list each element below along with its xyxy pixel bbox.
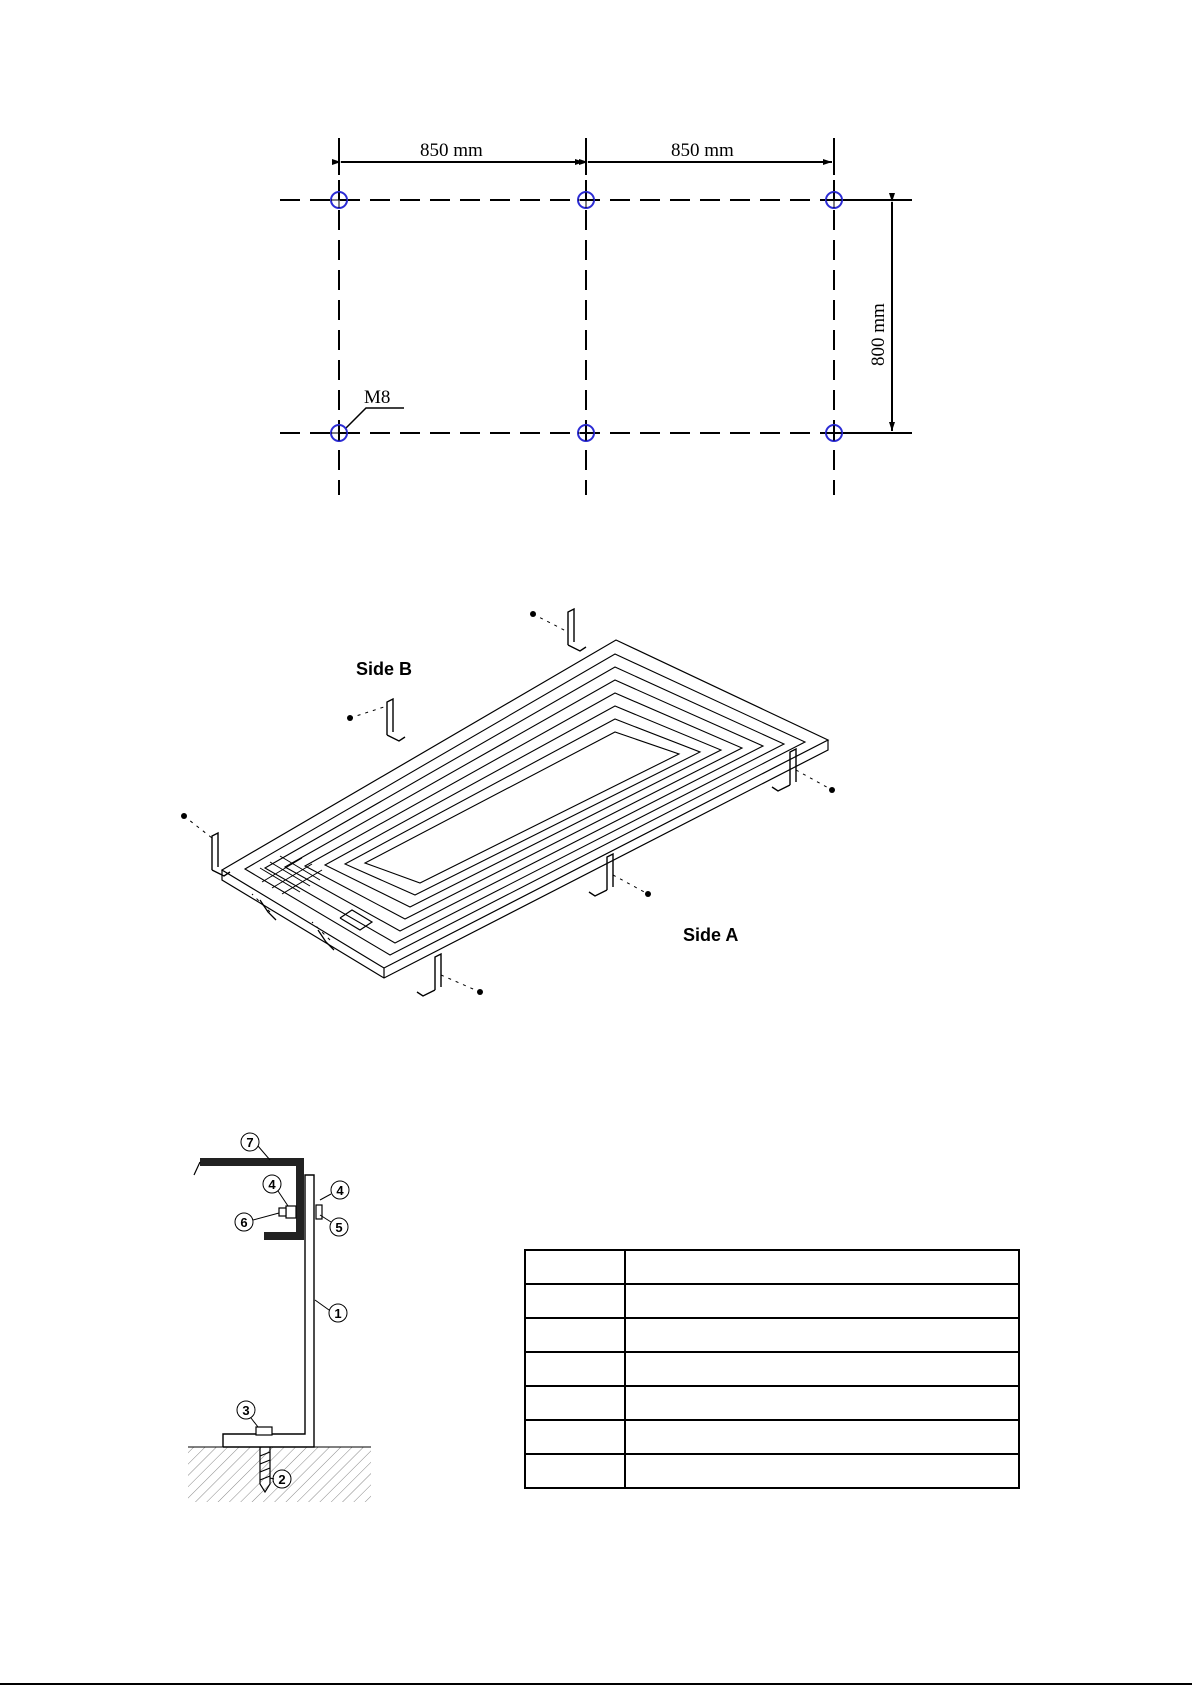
table-row <box>525 1386 1019 1420</box>
callout-5 <box>320 1215 348 1236</box>
plan-view <box>280 138 912 495</box>
table-row <box>525 1250 1019 1284</box>
extension-lines <box>339 138 912 433</box>
table-row <box>525 1454 1019 1488</box>
callout-number: 7 <box>246 1135 254 1150</box>
table-cell-number <box>525 1250 625 1284</box>
bolt-hole-icon <box>826 192 842 208</box>
bracket-icon <box>417 954 441 996</box>
callout-number: 2 <box>278 1472 286 1487</box>
table-cell-description <box>625 1318 1019 1352</box>
table-cell-description <box>625 1284 1019 1318</box>
dimension-label-left: 850 mm <box>420 140 483 161</box>
callout-number: 4 <box>336 1183 344 1198</box>
table-cell-description <box>625 1454 1019 1488</box>
callout-7 <box>241 1133 270 1160</box>
dimension-label-right: 850 mm <box>671 140 734 161</box>
table-cell-number <box>525 1318 625 1352</box>
dimension-label-vertical: 800 mm <box>868 303 889 366</box>
table-cell-description <box>625 1352 1019 1386</box>
bolt-leader <box>346 408 404 428</box>
nut-icon <box>256 1427 272 1435</box>
side-a-label: Side A <box>683 925 739 945</box>
table-row <box>525 1420 1019 1454</box>
table-row <box>525 1352 1019 1386</box>
bracket-icon <box>387 699 405 741</box>
heating-plate <box>222 640 828 968</box>
callout-number: 4 <box>268 1177 276 1192</box>
dimension-lines <box>341 162 892 431</box>
bolt-hole-icon <box>826 425 842 441</box>
bolt-hole-icon <box>578 425 594 441</box>
parts-table-body <box>525 1250 1019 1488</box>
bolt-hole-icon <box>578 192 594 208</box>
table-cell-description <box>625 1250 1019 1284</box>
callout-1 <box>315 1300 347 1322</box>
bolt-size-label: M8 <box>364 387 391 408</box>
table-row <box>525 1318 1019 1352</box>
callout-number: 6 <box>240 1215 248 1230</box>
table-cell-description <box>625 1420 1019 1454</box>
side-b-label: Side B <box>356 659 413 679</box>
callout-number: 1 <box>334 1306 342 1321</box>
grid-lines <box>280 150 912 495</box>
table-cell-description <box>625 1386 1019 1420</box>
bracket-icon <box>568 609 586 651</box>
bolt-hole-icon <box>331 425 347 441</box>
table-cell-number <box>525 1420 625 1454</box>
table-cell-number <box>525 1352 625 1386</box>
table-cell-number <box>525 1284 625 1318</box>
table-cell-number <box>525 1386 625 1420</box>
parts-table <box>524 1249 1020 1489</box>
section-view <box>188 1162 371 1502</box>
bolt-hole-icon <box>331 192 347 208</box>
callout-number: 5 <box>335 1220 343 1235</box>
table-row <box>525 1284 1019 1318</box>
callout-4b <box>320 1181 349 1200</box>
table-cell-number <box>525 1454 625 1488</box>
callout-number: 3 <box>242 1403 250 1418</box>
